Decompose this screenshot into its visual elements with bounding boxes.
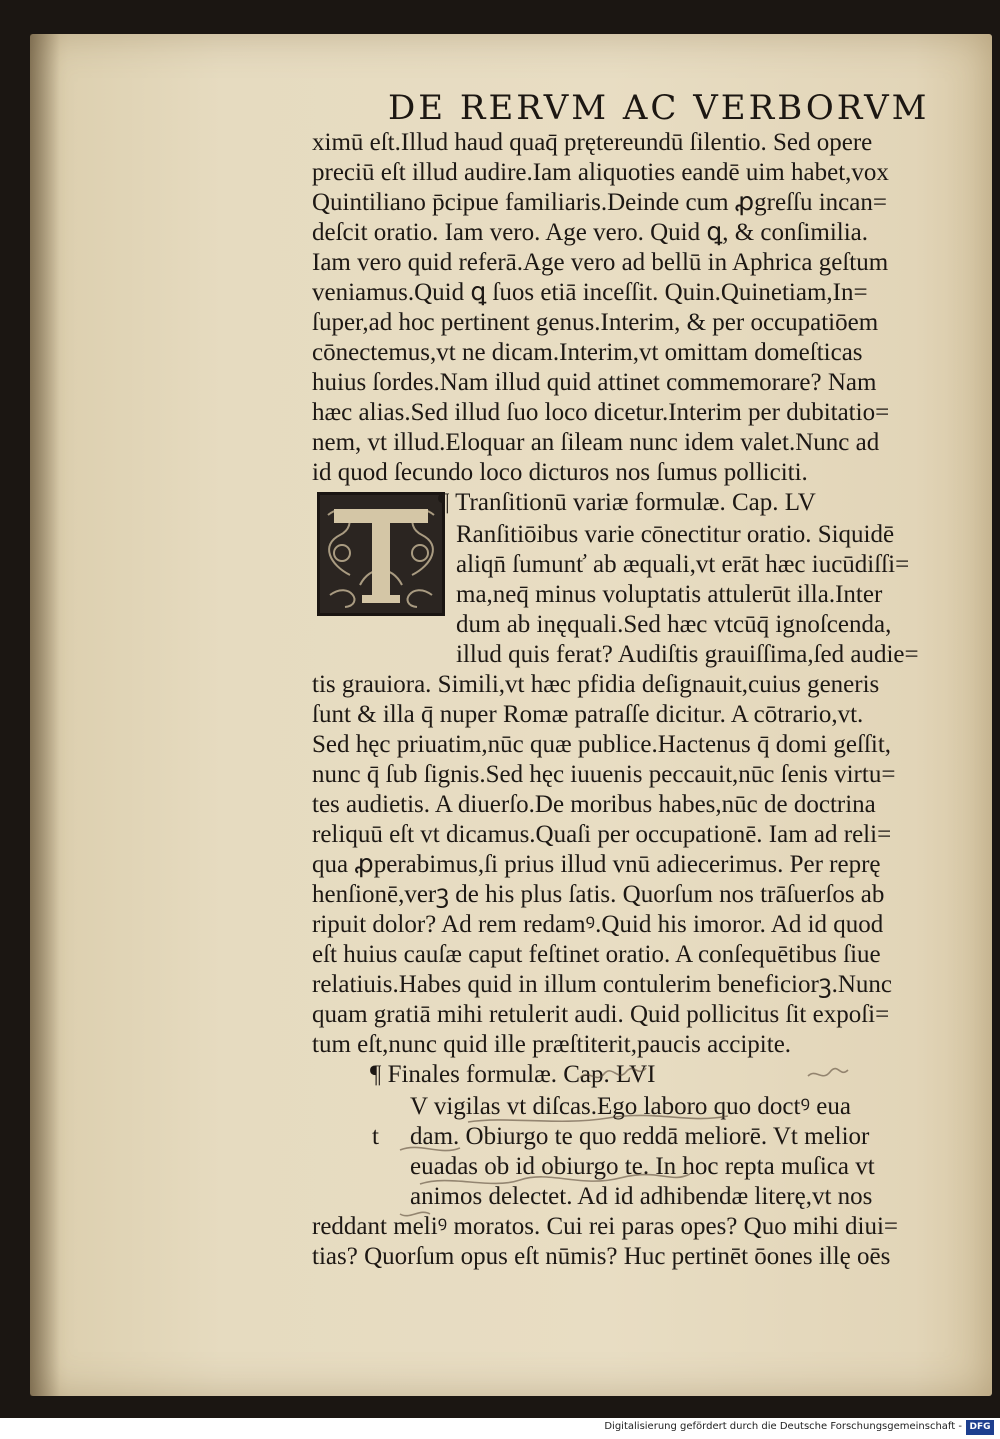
text-line: deſcit oratio. Iam vero. Age vero. Quid ꝗ, & conſimilia. xyxy=(312,219,869,246)
text-line: V vigilas vt diſcas.Ego laboro quo doctꝰ eua xyxy=(410,1093,851,1120)
text-line: ſuper,ad hoc pertinent genus.Interim, & per occupatiōem xyxy=(312,309,879,336)
text-line: Quintiliano p̄cipue familiaris.Deinde cum ꝓgreſſu incan= xyxy=(312,189,887,216)
text-line: tum eſt,nunc quid ille præſtiterit,paucis accipite. xyxy=(312,1031,792,1058)
text-line: animos delectet. Ad id adhibendæ literę,vt nos xyxy=(410,1183,873,1210)
text-line: reliquū eſt vt dicamus.Quaſi per occupationē. Iam ad reli= xyxy=(312,821,892,848)
dfg-logo: DFG xyxy=(966,1420,994,1435)
text-line: relatiuis.Habes quid in illum contulerim beneficiorꝫ.Nunc xyxy=(312,971,892,998)
marginal-letter: t xyxy=(372,1123,379,1150)
text-line: ripuit dolor? Ad rem redamꝰ.Quid his imoror. Ad id quod xyxy=(312,911,884,938)
running-head: DE RERVM AC VERBORVM xyxy=(388,88,930,128)
text-line: qua ꝓperabimus,ſi prius illud vnū adiecerimus. Per reprę xyxy=(312,851,881,878)
text-line: ma,neq̄ minus voluptatis attulerūt illa.Inter xyxy=(456,581,883,608)
text-line: id quod ſecundo loco dicturos nos ſumus polliciti. xyxy=(312,459,808,486)
text-line: dam. Obiurgo te quo reddā meliorē. Vt melior xyxy=(410,1123,870,1150)
text-line: nunc q̄ ſub ſignis.Sed hęc iuuenis peccauit,nūc ſenis virtu= xyxy=(312,761,896,788)
text-line: tes audietis. A diuerſo.De moribus habes,nūc de doctrina xyxy=(312,791,876,818)
text-line: Ranſitiōibus varie cōnectitur oratio. Siquidē xyxy=(456,521,895,548)
text-line: nem, vt illud.Eloquar an ſileam nunc idem valet.Nunc ad xyxy=(312,429,880,456)
text-line: euadas ob id obiurgo te. In hoc repta muſica vt xyxy=(410,1153,875,1180)
text-line: huius ſordes.Nam illud quid attinet commemorare? Nam xyxy=(312,369,877,396)
decorated-initial-t xyxy=(317,492,445,616)
chapter-heading: ¶ Finales formulæ. Cap. LVI xyxy=(370,1061,656,1088)
footer-credit: Digitalisierung gefördert durch die Deutsche Forschungsgemeinschaft - xyxy=(604,1421,962,1432)
text-line: henſionē,verꝫ de his plus ſatis. Quorſum nos trāſuerſos ab xyxy=(312,881,885,908)
text-line: aliqn̄ ſumunť ab æquali,vt erāt hæc iucūdiſſi= xyxy=(456,551,910,578)
text-line: hæc alias.Sed illud ſuo loco dicetur.Interim per dubitatio= xyxy=(312,399,890,426)
text-line: preciū eſt illud audire.Iam aliquoties eandē uim habet,vox xyxy=(312,159,889,186)
decorated-initial-art xyxy=(320,495,442,613)
text-line: eſt huius cauſæ caput feſtinet oratio. A conſequētibus ſiue xyxy=(312,941,881,968)
text-line: ſunt & illa q̄ nuper Romæ patraſſe dicitur. A cōtrario,vt. xyxy=(312,701,864,728)
text-line: ximū eſt.Illud haud quaq̄ prętereundū ſilentio. Sed opere xyxy=(312,129,873,156)
text-line: Sed hęc priuatim,nūc quæ publice.Hactenus q̄ domi geſſit, xyxy=(312,731,892,758)
text-line: illud quis ferat? Audiſtis grauiſſima,ſed audie= xyxy=(456,641,919,668)
text-line: dum ab inęquali.Sed hæc vtcūq̄ ignoſcenda, xyxy=(456,611,892,638)
text-line: quam gratiā mihi retulerit audi. Quid pollicitus ſit expoſi= xyxy=(312,1001,890,1028)
text-line: cōnectemus,vt ne dicam.Interim,vt omittam domeſticas xyxy=(312,339,863,366)
text-line: tis grauiora. Simili,vt hæc pfidia deſignauit,cuius generis xyxy=(312,671,880,698)
page-gutter-shadow xyxy=(30,34,60,1396)
text-line: Iam vero quid referā.Age vero ad bellū in Aphrica geſtum xyxy=(312,249,889,276)
text-line: reddant meliꝰ moratos. Cui rei paras opes? Quo mihi diui= xyxy=(312,1213,899,1240)
chapter-heading: ¶ Tranſitionū variæ formulæ. Cap. LV xyxy=(438,489,816,516)
text-line: tias? Quorſum opus eſt nūmis? Huc pertinēt ōones illę oēs xyxy=(312,1243,891,1270)
footer-bar xyxy=(0,1418,1000,1439)
text-line: veniamus.Quid ꝗ ſuos etiā inceſſit. Quin.Quinetiam,In= xyxy=(312,279,868,306)
